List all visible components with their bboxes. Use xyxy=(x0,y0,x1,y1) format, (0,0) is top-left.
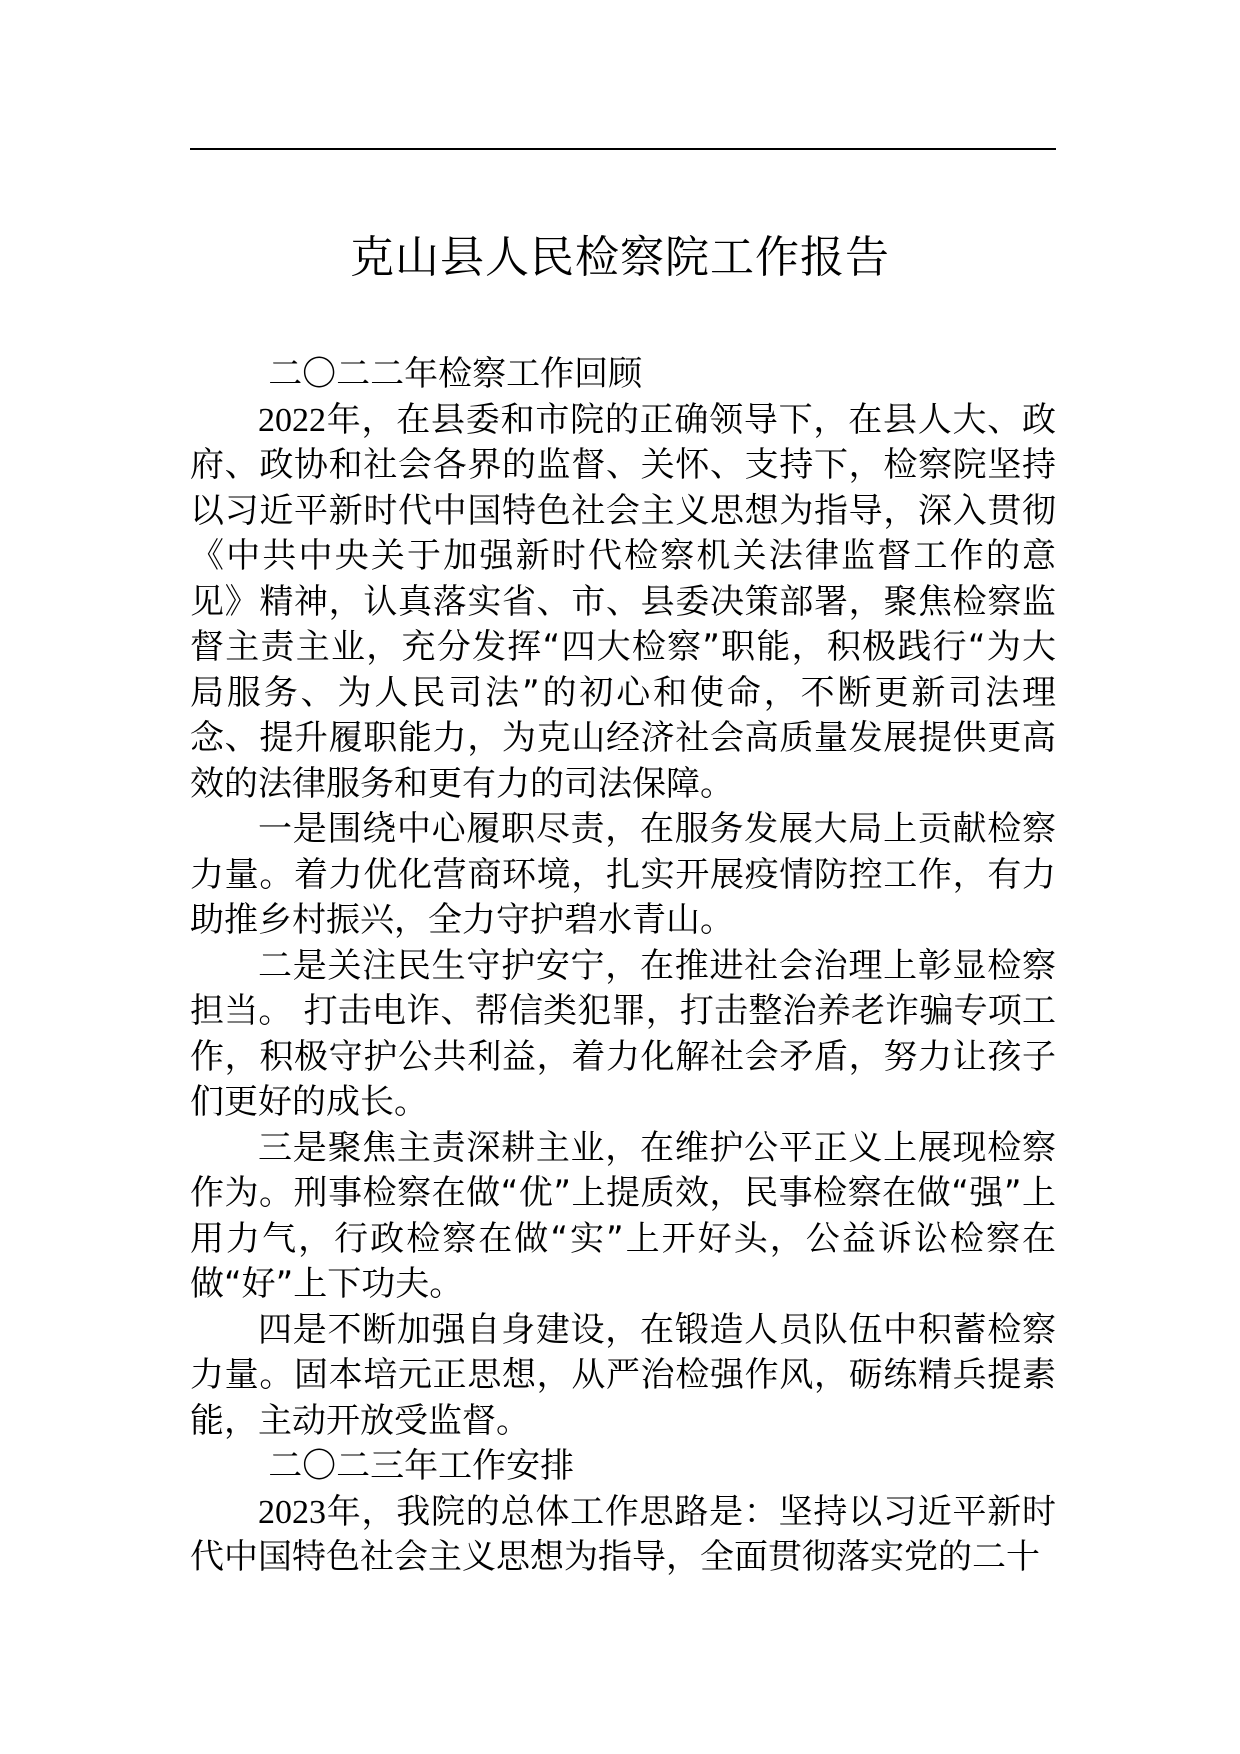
document-title: 克山县人民检察院工作报告 xyxy=(350,232,890,283)
paragraph-point-three: 三是聚焦主责深耕主业，在维护公平正义上展现检察作为。刑事检察在做“优”上提质效，民事检察在做“强”上用力气，行政检察在做“实”上开好头，公益诉讼检察在做“好”上下功夫。 xyxy=(190,1127,1056,1304)
year-number: 2022 xyxy=(258,401,326,439)
paragraph-point-one: 一是围绕中心履职尽责，在服务发展大局上贡献检察力量。着力优化营商环境，扎实开展疫情防控工作，有力助推乡村振兴，全力守护碧水青山。 xyxy=(190,809,1056,940)
paragraph-intro xyxy=(190,398,1056,808)
year-number: 2023 xyxy=(258,1493,326,1531)
paragraph-point-two: 二是关注民生守护安宁，在推进社会治理上彰显检察担当。 打击电诈、帮信类犯罪，打击整治养老诈骗专项工作，积极守护公共利益，着力化解社会矛盾，努力让孩子们更好的成长。 xyxy=(190,945,1056,1122)
paragraph-text: 年，我院的总体工作思路是：坚持以习近平新时代中国特色社会主义思想为指导，全面贯彻落实党的二十 xyxy=(190,1491,1056,1577)
section-heading-plan: 二〇二三年工作安排 xyxy=(268,1446,575,1486)
header-rule xyxy=(190,148,1056,150)
paragraph-point-four: 四是不断加强自身建设，在锻造人员队伍中积蓄检察力量。固本培元正思想，从严治检强作风，砺练精兵提素能，主动开放受监督。 xyxy=(190,1309,1056,1441)
document-body xyxy=(190,352,1056,1581)
paragraph-plan-intro xyxy=(190,1490,1056,1581)
paragraph-text: 年，在县委和市院的正确领导下，在县人大、政府、政协和社会各界的监督、关怀、支持下，检察院坚持以习近平新时代中国特色社会主义思想为指导，深入贯彻《中共中央关于加强新时代检察机关法律监督工作的意见》精神，认真落实省、市、县委决策部署，聚焦检察监督主责主业，充分发挥“四大检察”职能，积极践行“为大局服务、为人民司法”的初心和使命，不断更新司法理念、提升履职能力，为克山经济社会高质量发展提供更高效的法律服务和更有力的司法保障。 xyxy=(190,399,1056,804)
section-heading-review: 二〇二二年检察工作回顾 xyxy=(268,354,643,394)
